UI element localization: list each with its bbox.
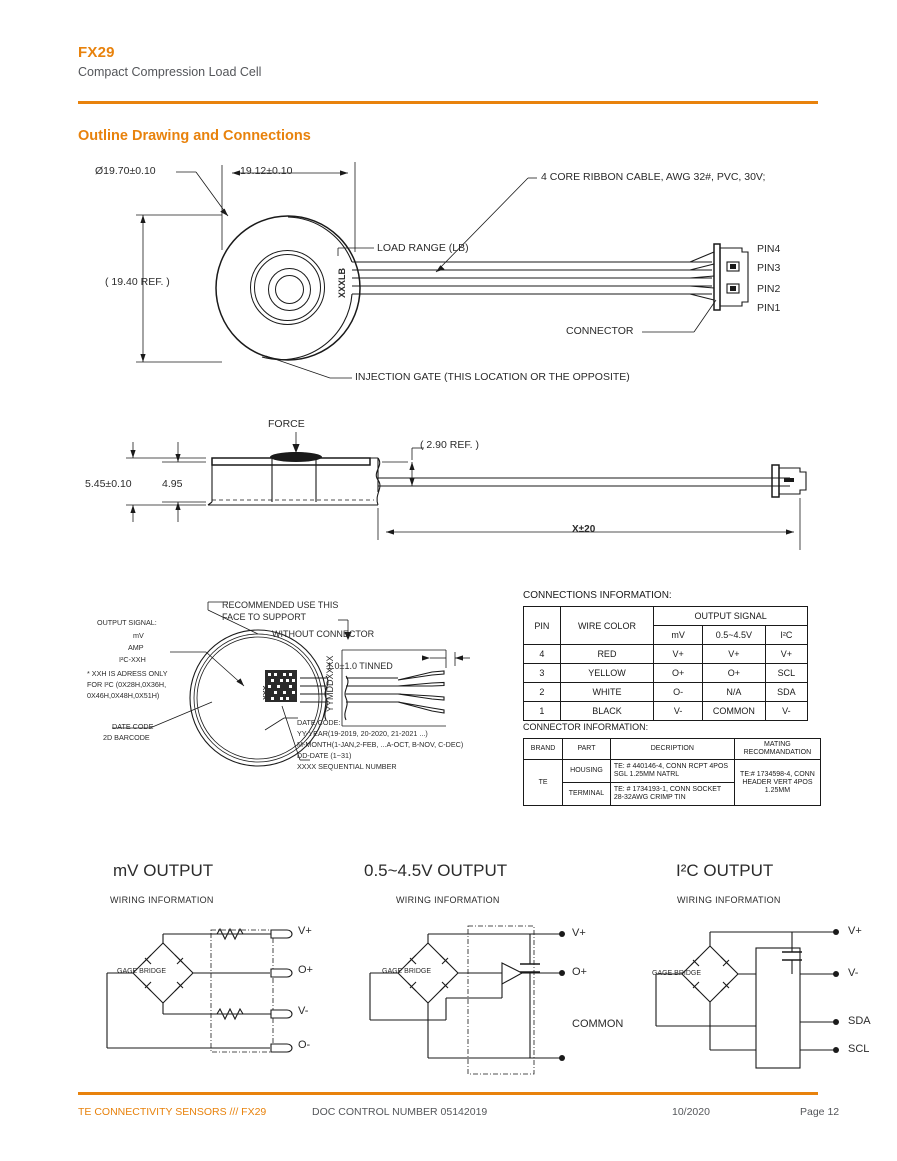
output-signal-title: OUTPUT SIGNAL: bbox=[97, 618, 157, 627]
cable-thickness-ref: ( 2.90 REF. ) bbox=[420, 439, 479, 451]
subheader-mv: mV bbox=[654, 626, 703, 645]
bridge-label-analog: GAGE BRIDGE bbox=[382, 968, 432, 975]
terminal-mv-3: O- bbox=[298, 1039, 311, 1051]
header-part: PART bbox=[563, 739, 611, 760]
date-code-line4: DD-DATE (1~31) bbox=[297, 751, 352, 760]
terminal-i2c-3: SCL bbox=[848, 1043, 870, 1055]
pin2-label: PIN2 bbox=[757, 283, 781, 295]
table-row bbox=[524, 664, 808, 683]
subheader-i2c: I²C bbox=[765, 626, 807, 645]
barcode-caption-line1: DATE CODE bbox=[112, 722, 154, 731]
connections-table-caption: CONNECTIONS INFORMATION: bbox=[523, 590, 672, 601]
load-cell-button bbox=[275, 275, 304, 304]
address-note-line1: * XXH IS ADRESS ONLY bbox=[87, 669, 168, 678]
footer-doc-number: DOC CONTROL NUMBER 05142019 bbox=[312, 1106, 488, 1118]
table-header-row bbox=[524, 739, 821, 760]
terminal-analog-1: O+ bbox=[572, 966, 587, 978]
cell-pin: 2 bbox=[524, 683, 561, 702]
terminal-analog-2: COMMON bbox=[572, 1018, 624, 1030]
date-code-line3: M-MONTH(1-JAN,2-FEB, ...A-OCT, B-NOV, C-DEC) bbox=[297, 740, 464, 749]
top-view-diameter-label: Ø19.70±0.10 bbox=[95, 165, 156, 177]
cell-v45: O+ bbox=[702, 664, 765, 683]
cell-v45: V+ bbox=[702, 645, 765, 664]
table-row bbox=[524, 702, 808, 721]
terminal-mv-1: O+ bbox=[298, 964, 313, 976]
connector-table-caption: CONNECTOR INFORMATION: bbox=[523, 722, 649, 732]
pin4-label: PIN4 bbox=[757, 243, 781, 255]
footer-page-number: Page 12 bbox=[800, 1106, 897, 1161]
terminal-i2c-1: V- bbox=[848, 967, 859, 979]
cell-pin: 1 bbox=[524, 702, 561, 721]
header-description: DECRIPTION bbox=[610, 739, 734, 760]
terminal-mv-0: V+ bbox=[298, 925, 312, 937]
wiring-title-analog: 0.5~4.5V OUTPUT bbox=[364, 861, 508, 880]
cell-v45: N/A bbox=[702, 683, 765, 702]
table-row bbox=[524, 645, 808, 664]
bridge-label-mv: GAGE BRIDGE bbox=[117, 968, 167, 975]
date-code-line1: DATE CODE: bbox=[297, 718, 341, 727]
output-option-amp: AMP bbox=[128, 643, 144, 652]
terminal-analog-0: V+ bbox=[572, 927, 586, 939]
date-code-line5: XXXX SEQUENTIAL NUMBER bbox=[297, 762, 397, 771]
bridge-label-i2c: GAGE BRIDGE bbox=[652, 970, 702, 977]
face-note-line2: FACE TO SUPPORT bbox=[222, 612, 307, 622]
header-brand: BRAND bbox=[524, 739, 563, 760]
footer-divider bbox=[78, 1092, 818, 1095]
cell-brand: TE bbox=[524, 760, 563, 806]
wiring-subtitle-i2c: WIRING INFORMATION bbox=[677, 895, 781, 905]
header-output-signal: OUTPUT SIGNAL bbox=[654, 607, 808, 626]
without-connector-label: WITHOUT CONNECTOR bbox=[272, 629, 375, 639]
cell-mv: O- bbox=[654, 683, 703, 702]
cell-v45: COMMON bbox=[702, 702, 765, 721]
date-code-line2: YY-YEAR(19-2019, 20-2020, 21-2021 ...) bbox=[297, 729, 428, 738]
total-height-dim: 5.45±0.10 bbox=[85, 478, 132, 490]
cell-part-housing: HOUSING bbox=[563, 760, 611, 783]
barcode-mark-vertical: XXX bbox=[261, 685, 270, 700]
tinned-dim-label: 1.0±1.0 TINNED bbox=[327, 661, 393, 671]
terminal-i2c-2: SDA bbox=[848, 1015, 871, 1027]
cell-pin: 4 bbox=[524, 645, 561, 664]
load-range-label: LOAD RANGE (LB) bbox=[377, 242, 469, 254]
terminal-mv-2: V- bbox=[298, 1005, 309, 1017]
face-note-line1: RECOMMENDED USE THIS bbox=[222, 600, 339, 610]
page-title: FX29 bbox=[78, 44, 115, 61]
cell-mv: V+ bbox=[654, 645, 703, 664]
injection-gate-label: INJECTION GATE (THIS LOCATION OR THE OPPOSITE) bbox=[355, 371, 630, 383]
body-height-dim: 4.95 bbox=[162, 478, 183, 490]
wiring-subtitle-mv: WIRING INFORMATION bbox=[110, 895, 214, 905]
footer-date: 10/2020 bbox=[672, 1106, 710, 1118]
section-title: Outline Drawing and Connections bbox=[78, 128, 311, 144]
cell-wire: YELLOW bbox=[560, 664, 654, 683]
cell-wire: WHITE bbox=[560, 683, 654, 702]
output-option-i2c: I²C-XXH bbox=[119, 655, 146, 664]
cell-mv: V- bbox=[654, 702, 703, 721]
cell-mv: O+ bbox=[654, 664, 703, 683]
cell-pin: 3 bbox=[524, 664, 561, 683]
footer-brand: TE CONNECTIVITY SENSORS /// FX29 bbox=[78, 1106, 267, 1118]
cell-description-terminal: TE: # 1734193-1, CONN SOCKET 28-32AWG CRIMP TIN bbox=[610, 783, 734, 806]
connections-information-table bbox=[523, 606, 808, 721]
address-note-line2: FOR I²C (0X28H,0X36H, bbox=[87, 680, 167, 689]
page-subtitle: Compact Compression Load Cell bbox=[78, 65, 262, 79]
terminal-i2c-0: V+ bbox=[848, 925, 862, 937]
pin3-label: PIN3 bbox=[757, 262, 781, 274]
cell-wire: RED bbox=[560, 645, 654, 664]
cell-i2c: SCL bbox=[765, 664, 807, 683]
ring-date-mark: YYMDDXXXX bbox=[325, 655, 335, 712]
wiring-subtitle-analog: WIRING INFORMATION bbox=[396, 895, 500, 905]
cell-wire: BLACK bbox=[560, 702, 654, 721]
wiring-title-mv: mV OUTPUT bbox=[113, 861, 214, 880]
top-view-height-ref-label: ( 19.40 REF. ) bbox=[105, 276, 170, 288]
table-row bbox=[524, 683, 808, 702]
connector-information-table bbox=[523, 738, 821, 806]
ribbon-cable-note: 4 CORE RIBBON CABLE, AWG 32#, PVC, 30V; bbox=[541, 171, 766, 183]
cell-mating-recommendation: TE:# 1734598-4, CONN HEADER VERT 4POS 1.25MM bbox=[734, 760, 820, 806]
connector-label: CONNECTOR bbox=[566, 325, 634, 337]
cell-part-terminal: TERMINAL bbox=[563, 783, 611, 806]
cell-i2c: V+ bbox=[765, 645, 807, 664]
cell-i2c: V- bbox=[765, 702, 807, 721]
subheader-v45: 0.5~4.5V bbox=[702, 626, 765, 645]
barcode-caption-line2: 2D BARCODE bbox=[103, 733, 150, 742]
table-header-row bbox=[524, 607, 808, 626]
cell-i2c: SDA bbox=[765, 683, 807, 702]
pin1-label: PIN1 bbox=[757, 302, 781, 314]
header-mating: MATING RECOMMANDATION bbox=[734, 739, 820, 760]
cable-length-dim: X±20 bbox=[572, 524, 596, 535]
output-option-mv: mV bbox=[133, 631, 144, 640]
wiring-title-i2c: I²C OUTPUT bbox=[676, 861, 774, 880]
header-wire-color: WIRE COLOR bbox=[560, 607, 654, 645]
load-range-body-mark: XXXLB bbox=[337, 267, 347, 298]
address-note-line3: 0X46H,0X48H,0X51H) bbox=[87, 691, 160, 700]
cell-description-housing: TE: # 440146-4, CONN RCPT 4POS SGL 1.25MM NATRL bbox=[610, 760, 734, 783]
top-view-width-label: 19.12±0.10 bbox=[240, 165, 293, 177]
force-label: FORCE bbox=[268, 418, 305, 430]
header-pin: PIN bbox=[524, 607, 561, 645]
table-row bbox=[524, 760, 821, 783]
